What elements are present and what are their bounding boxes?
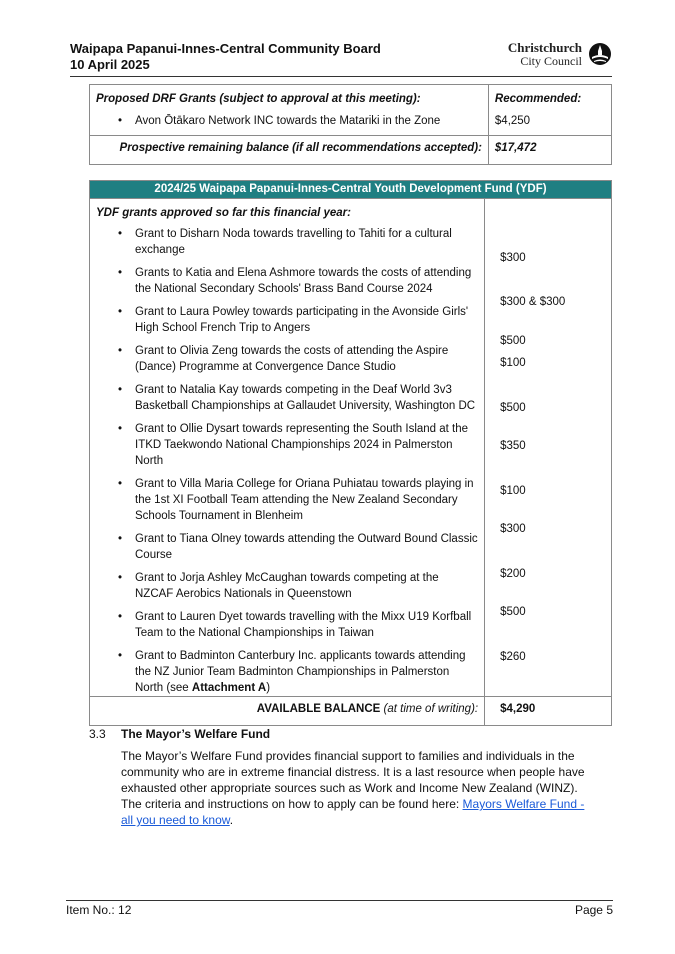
drf-balance-value: $17,472 [488, 136, 611, 165]
ydf-amount: $350 [500, 440, 526, 452]
logo-line-2: City Council [520, 54, 582, 68]
item-number: Item No.: 12 [66, 903, 132, 917]
ydf-grant-item: • Grant to Ollie Dysart towards representing the South Island at the ITKD Taekwondo National Championships 2024 in Palmerston North [96, 421, 478, 469]
council-logo [508, 41, 612, 68]
ydf-amount: $500 [500, 402, 526, 414]
ydf-grant-item: • Grant to Lauren Dyet towards travelling with the Mixx U19 Korfball Team to the National Championships in Taiwan [96, 609, 478, 641]
drf-heading: Proposed DRF Grants (subject to approval at this meeting): [96, 93, 421, 105]
logo-line-1: Christchurch [507, 40, 582, 55]
board-name: Waipapa Papanui-Innes-Central Community Board [70, 41, 381, 56]
recommended-heading: Recommended: [494, 93, 582, 105]
mayors-welfare-fund-link[interactable]: Mayors Welfare Fund - all you need to know [121, 797, 585, 827]
ydf-table [89, 180, 612, 726]
ydf-amount: $500 [500, 335, 526, 347]
ydf-grants-cell [90, 199, 485, 697]
ydf-grant-item: • Grant to Laura Powley towards participating in the Avonside Girls' High School French Trip to Angers [96, 304, 478, 336]
page-header [70, 41, 612, 73]
ydf-amount: $300 & $300 [500, 296, 566, 308]
ydf-grant-item: • Grants to Katia and Elena Ashmore towards the costs of attending the National Secondary Schools' Brass Band Course 2024 [96, 265, 478, 297]
section-number: 3.3 [89, 727, 106, 741]
drf-list-item: • Avon Ōtākaro Network INC towards the Matariki in the Zone [96, 113, 482, 129]
ydf-subheading: YDF grants approved so far this financial year: [96, 207, 351, 219]
ydf-grant-text: Grant to Badminton Canterbury Inc. applicants towards attending the NZ Junior Team Badminton Championships in Palmerston North (see [135, 650, 466, 694]
closing-parenthesis: ) [266, 682, 271, 694]
ydf-amount: $200 [500, 568, 526, 580]
ydf-amounts-cell [485, 199, 612, 697]
section-body [121, 748, 591, 828]
ydf-grant-item: • Grant to Villa Maria College for Oriana Puhiatau towards playing in the 1st XI Football Team attending the New Zealand Secondary Schools Tournament in Blenheim [96, 476, 478, 524]
ydf-amount: $500 [500, 606, 526, 618]
meeting-date: 10 April 2025 [70, 57, 150, 72]
drf-recommended-cell [488, 85, 611, 136]
ydf-title: 2024/25 Waipapa Papanui-Innes-Central Youth Development Fund (YDF) [90, 181, 612, 199]
ydf-amount: $100 [500, 485, 526, 497]
ydf-amount: $260 [500, 651, 526, 663]
ydf-amount: $300 [500, 523, 526, 535]
ydf-balance-value: $4,290 [485, 697, 612, 726]
ydf-grants-list [96, 226, 478, 696]
ydf-balance-label-cell [90, 697, 485, 726]
ydf-amount: $100 [500, 357, 526, 369]
ydf-balance-note: (at time of writing): [383, 703, 479, 715]
drf-grants-table [89, 84, 612, 165]
ydf-grant-item: • Grant to Olivia Zeng towards the costs of attending the Aspire (Dance) Programme at Convergence Dance Studio [96, 343, 478, 375]
ydf-grant-item: • Grant to Disharn Noda towards travelling to Tahiti for a cultural exchange [96, 226, 478, 258]
section-body-text: The Mayor’s Welfare Fund provides financial support to families and individuals in the community who are in extreme financial distress. It is a last resource when people have exhausted other appropriate sources such as Work and Income New Zealand (WINZ). The criteria and instructions on how to apply can be found here: [121, 749, 585, 811]
drf-grants-cell [90, 85, 489, 136]
ydf-balance-label: AVAILABLE BALANCE [256, 703, 381, 715]
ydf-grant-item: • Grant to Jorja Ashley McCaughan towards competing at the NZCAF Aerobics Nationals in Queenstown [96, 570, 478, 602]
page-number: Page 5 [574, 903, 613, 917]
drf-item-amount: $4,250 [494, 115, 531, 127]
section-body-tail: . [229, 813, 234, 827]
header-rule [70, 76, 612, 77]
footer-rule [66, 900, 613, 901]
ydf-grant-item: • Grant to Natalia Kay towards competing in the Deaf World 3v3 Basketball Championships at Gallaudet University, Washington DC [96, 382, 478, 414]
ydf-amount: $300 [500, 252, 526, 264]
ydf-grant-item-last [96, 648, 478, 696]
cathedral-logo-icon [588, 42, 612, 66]
attachment-reference: Attachment A [191, 682, 267, 694]
drf-balance-label: Prospective remaining balance (if all recommendations accepted): [90, 136, 489, 165]
section-title: The Mayor’s Welfare Fund [121, 727, 271, 741]
ydf-grant-item: • Grant to Tiana Olney towards attending the Outward Bound Classic Course [96, 531, 478, 563]
